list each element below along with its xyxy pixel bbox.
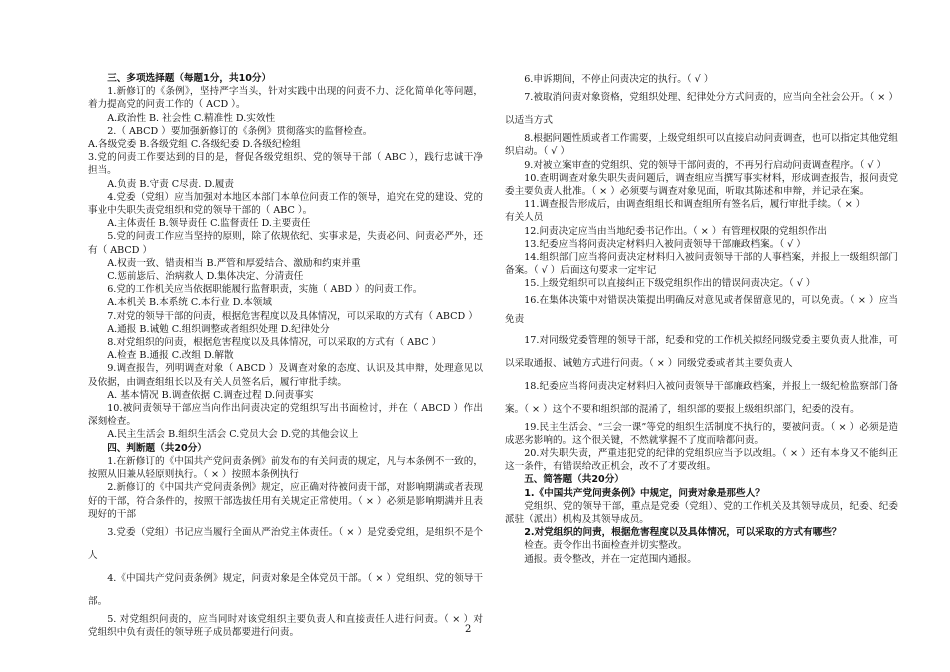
right-line: 6.申诉期间，不停止问责决定的执行。（ √ ）	[524, 74, 714, 85]
left-line: 5.党的问责工作应当坚持的原则，除了依规依纪、实事求是，失责必问、问责必严外，还有（ ABCD ）	[88, 231, 483, 256]
left-line: A.权责一致、错责相当 B.严管和厚爱结合、激励和约束并重	[107, 257, 361, 269]
left-line: 2.（ ABCD ）要加强新修订的《条例》贯彻落实的监督检查。	[107, 125, 373, 137]
page-number: 2	[465, 624, 472, 635]
left-line: 三、多项选择题（每题1分，共10分）	[107, 73, 272, 84]
left-line: 7.对党的领导干部的问责，根据危害程度以及具体情况，可以采取的方式有（ ABCD ）	[107, 310, 478, 322]
right-line: 8.根据问题性质或者工作需要，上级党组织可以直接启动问责调查，也可以指定其他党组织启动。（ √ ）	[505, 133, 898, 158]
left-line: 5. 对党组织问责的，应当同时对该党组织主要负责人和直接责任人进行问责。（ × ）对党组织中负有责任的领导班子成员都要进行问责。	[88, 613, 483, 639]
right-line: 14.组织部门应当将问责决定材料归入被问责领导干部的人事档案，并报上一级组织部门备案。（ √ ）后面这句要求一定牢记	[505, 252, 898, 277]
left-line: 9.调查报告，列明调查对象（ ABCD ）及调查对象的态度、认识及其申辩，处理意见以及依据，由调查组组长以及有关人员签名后，履行审批手续。	[88, 363, 483, 388]
right-line: 19.民主生活会、“三会一课”等党的组织生活制度不执行的，要被问责。（ × ）必须是造成恶劣影响的。这个很关键，不然就掌握不了度而啥都问责。	[505, 421, 898, 446]
left-column	[88, 72, 483, 639]
right-line: 检查。责令作出书面检查并切实整改。	[524, 540, 688, 552]
right-line: 2.对党组织的问责，根据危害程度以及具体情况，可以采取的方式有哪些？	[524, 527, 842, 539]
right-column	[505, 73, 898, 566]
left-line: A. 基本情况 B.调查依据 C.调查过程 D.问责事实	[107, 389, 314, 401]
left-line: A.本机关 B.本系统 C.本行业 D.本领域	[107, 297, 272, 309]
right-line: 12.问责决定应当由当地纪委书记作出。（ × ）有管理权限的党组织作出	[524, 225, 828, 237]
left-line: 4.党委（党组）应当加强对本地区本部门本单位问责工作的领导，追究在党的建设、党的事业中失职失责党组织和党的领导干部的（ ABC ）。	[88, 191, 483, 217]
left-line: A.检查 B.通报 C.改组 D.解散	[107, 350, 234, 362]
right-line: 通报。责令整改，并在一定范围内通报。	[524, 553, 697, 565]
left-line: A.负责 B.守责 C尽责. D.履责	[107, 178, 234, 190]
right-line: 20.对失职失责，严重违犯党的纪律的党组织应当予以改组。（ × ）还有本身又不能纠正这一条件，有错误给改正机会，改不了才要改组。	[505, 448, 898, 473]
left-line: 8.对党组织的问责，根据危害程度以及具体情况，可以采取的方式有（ ABC ）	[107, 337, 442, 349]
right-line: 11.调查报告形成后，由调查组组长和调查组所有签名后，履行审批手续。（ × ）	[524, 199, 866, 211]
left-line: 1.新修订的《条例》，坚持严字当头，针对实践中出现的问责不力、泛化简单化等问题，着力提高党的问责工作的（ ACD ）。	[88, 86, 483, 111]
right-line: 13.纪委应当将问责决定材料归入被问责领导干部廉政档案。（ √ ）	[524, 238, 806, 250]
left-line: C.惩前毖后、治病救人 D.集体决定、分清责任	[107, 271, 304, 283]
left-line: 3.党委（党组）书记应当履行全面从严治党主体责任。（ × ）是党委党组，是组织不是个人	[88, 526, 483, 561]
right-line: 18.纪委应当将问责决定材料归入被问责领导干部廉政档案，并报上一级纪检监察部门备案。（ × ）这个不要和组织部的混淆了，组织部的要报上级组织部门，纪委的没有。	[505, 380, 898, 415]
left-line: 10.被问责领导干部应当向作出问责决定的党组织写出书面检讨，并在（ ABCD ）作出深刻检查。	[88, 403, 483, 428]
left-line: 6.党的工作机关应当依据职能履行监督职责，实施（ ABD ）的问责工作。	[107, 284, 423, 296]
right-line: 16.在集体决策中对错误决策提出明确反对意见或者保留意见的，可以免责。（ × ）应当免责	[505, 294, 898, 325]
left-line: 四、判断题（共20分）	[107, 442, 207, 454]
left-line: 2.新修订的《中国共产党问责条例》规定，应正确对待被问责干部，对影响期满或者表现好的干部，符合条件的，按照干部选拔任用有关规定正常使用。（ × ）必须是影响期满并且表现好的干部	[88, 482, 483, 520]
right-line: 有关人员	[505, 212, 544, 224]
left-line: A.主体责任 B.领导责任 C.监督责任 D.主要责任	[107, 218, 311, 230]
left-line: A.政治性 B. 社会性 C.精准性 D.实效性	[107, 112, 276, 124]
right-line: 17.对同级党委管理的领导干部，纪委和党的工作机关拟经同级党委主要负责人批准，可以采取通报、诫勉方式进行问责。（ × ）同级党委或者其主要负责人	[505, 334, 898, 369]
right-line: 党组织、党的领导干部，重点是党委（党组）、党的工作机关及其领导成员，纪委、纪委派驻（派出）机构及其领导成员。	[505, 500, 898, 526]
right-line: 15.上级党组织可以直接纠正下级党组织作出的错误问责决定。（ √ ）	[524, 278, 816, 290]
right-line: 7.被取消问责对象资格，党组织处理、纪律处分方式问责的，应当向全社会公开。（ × ）以适当方式	[505, 92, 898, 127]
right-line: 1.《中国共产党问责条例》中规定，问责对象是那些人？	[524, 487, 765, 499]
right-line: 五、简答题（共20分）	[524, 474, 624, 486]
left-line: A.各级党委 B.各级党组 C.各级纪委 D.各级纪检组	[88, 139, 301, 151]
right-line: 9.对被立案审查的党组织、党的领导干部问责的，不再另行启动问责调查程序。（ √ ）	[524, 159, 887, 171]
right-line: 10.查明调查对象失职失责问题后，调查组应当撰写事实材料，形成调查报告，报问责党委主要负责人批准。（ × ）必须要与调查对象见面，听取其陈述和申辩，并记录在案。	[505, 172, 898, 198]
left-line: A.民主生活会 B.组织生活会 C.党员大会 D.党的其他会议上	[107, 429, 359, 441]
left-line: A.通报 B.诫勉 C.组织调整或者组织处理 D.纪律处分	[107, 323, 330, 335]
left-line: 3.党的问责工作要达到的目的是，督促各级党组织、党的领导干部（ ABC ），践行忠诚干净担当。	[88, 152, 483, 177]
left-line: 4.《中国共产党问责条例》规定，问责对象是全体党员干部。（ × ）党组织、党的领导干部。	[88, 572, 483, 607]
left-line: 1.在新修订的《中国共产党问责条例》前发布的有关问责的规定，凡与本条例不一致的，按照从旧兼从轻原则执行。（ × ）按照本条例执行	[88, 455, 483, 481]
